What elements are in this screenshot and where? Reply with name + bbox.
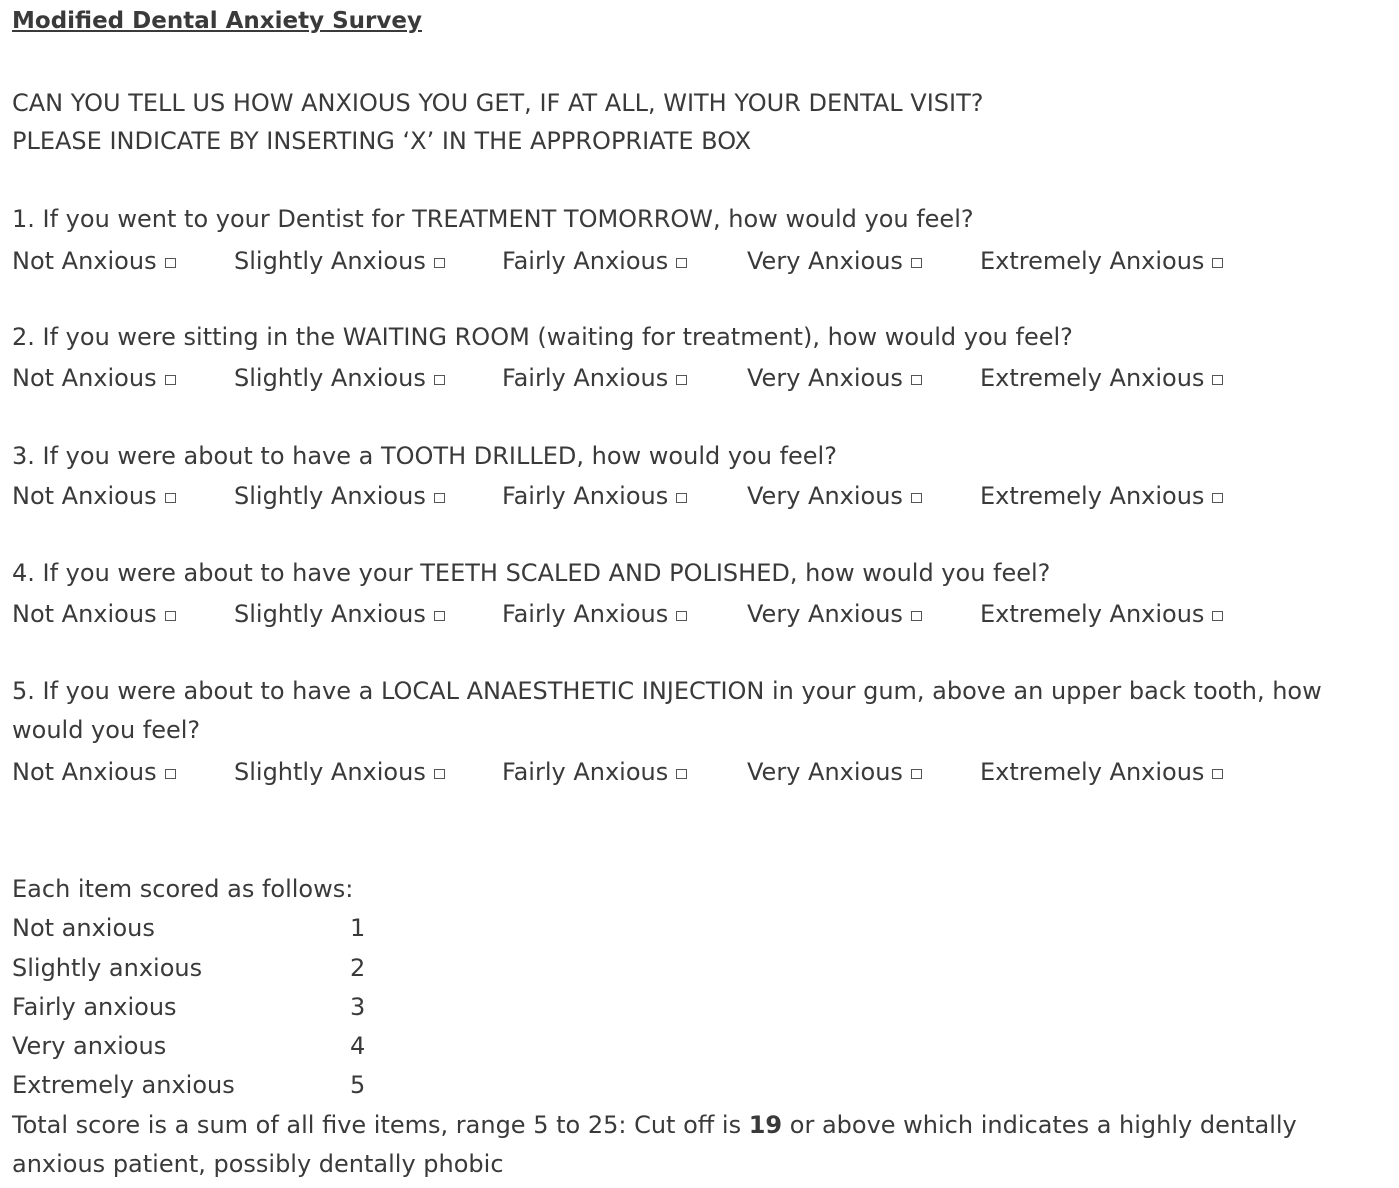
option-label: Very Anxious (747, 758, 903, 786)
checkbox-icon[interactable] (911, 375, 922, 385)
option-label: Extremely Anxious (980, 364, 1205, 392)
option-label: Very Anxious (747, 364, 903, 392)
score-row (12, 953, 432, 983)
score-value: 4 (350, 1032, 366, 1060)
q2-option-fairly-anxious[interactable] (502, 363, 687, 393)
checkbox-icon[interactable] (165, 611, 176, 621)
total-text-before: Total score is a sum of all five items, range 5 to 25: Cut off is (12, 1111, 749, 1139)
question-3: 3. If you were about to have a TOOTH DRILLED, how would you feel? (12, 442, 837, 470)
survey-title: Modified Dental Anxiety Survey (12, 8, 422, 34)
q4-option-extremely-anxious[interactable] (980, 599, 1223, 629)
checkbox-icon[interactable] (434, 769, 445, 779)
score-row (12, 992, 432, 1022)
q4-option-not-anxious[interactable] (12, 599, 176, 629)
option-label: Not Anxious (12, 247, 157, 275)
q1-option-slightly-anxious[interactable] (234, 246, 445, 276)
checkbox-icon[interactable] (434, 375, 445, 385)
score-value: 2 (350, 954, 366, 982)
checkbox-icon[interactable] (676, 769, 687, 779)
question-5-options (12, 757, 1392, 787)
score-label: Not anxious (12, 914, 155, 942)
checkbox-icon[interactable] (911, 258, 922, 268)
option-label: Extremely Anxious (980, 247, 1205, 275)
question-3-options (12, 481, 1392, 511)
checkbox-icon[interactable] (434, 611, 445, 621)
option-label: Slightly Anxious (234, 482, 426, 510)
option-label: Slightly Anxious (234, 364, 426, 392)
score-row (12, 913, 432, 943)
score-label: Fairly anxious (12, 993, 177, 1021)
q3-option-fairly-anxious[interactable] (502, 481, 687, 511)
checkbox-icon[interactable] (676, 611, 687, 621)
q3-option-extremely-anxious[interactable] (980, 481, 1223, 511)
q3-option-slightly-anxious[interactable] (234, 481, 445, 511)
question-1: 1. If you went to your Dentist for TREATMENT TOMORROW, how would you feel? (12, 205, 974, 233)
option-label: Fairly Anxious (502, 758, 669, 786)
q1-option-very-anxious[interactable] (747, 246, 922, 276)
option-label: Slightly Anxious (234, 600, 426, 628)
checkbox-icon[interactable] (165, 375, 176, 385)
option-label: Extremely Anxious (980, 482, 1205, 510)
checkbox-icon[interactable] (1212, 258, 1223, 268)
q5-option-slightly-anxious[interactable] (234, 757, 445, 787)
question-5: 5. If you were about to have a LOCAL ANAESTHETIC INJECTION in your gum, above an upper back tooth, how would you feel? (12, 677, 1322, 744)
option-label: Extremely Anxious (980, 600, 1205, 628)
checkbox-icon[interactable] (676, 493, 687, 503)
score-label: Extremely anxious (12, 1071, 235, 1099)
q3-option-very-anxious[interactable] (747, 481, 922, 511)
option-label: Slightly Anxious (234, 247, 426, 275)
score-row (12, 1031, 432, 1061)
checkbox-icon[interactable] (165, 769, 176, 779)
question-2: 2. If you were sitting in the WAITING ROOM (waiting for treatment), how would you feel? (12, 323, 1073, 351)
total-text-after: or above which indicates a highly dentally anxious patient, possibly dentally phobic (12, 1111, 1297, 1178)
score-label: Slightly anxious (12, 954, 203, 982)
total-score-note (12, 1106, 1397, 1184)
q2-option-very-anxious[interactable] (747, 363, 922, 393)
option-label: Fairly Anxious (502, 364, 669, 392)
q4-option-slightly-anxious[interactable] (234, 599, 445, 629)
option-label: Not Anxious (12, 364, 157, 392)
option-label: Not Anxious (12, 600, 157, 628)
checkbox-icon[interactable] (676, 258, 687, 268)
question-2-options (12, 363, 1392, 393)
q1-option-extremely-anxious[interactable] (980, 246, 1223, 276)
q2-option-slightly-anxious[interactable] (234, 363, 445, 393)
score-row (12, 1070, 432, 1100)
checkbox-icon[interactable] (1212, 611, 1223, 621)
cutoff-value: 19 (748, 1111, 783, 1139)
q5-option-fairly-anxious[interactable] (502, 757, 687, 787)
checkbox-icon[interactable] (165, 493, 176, 503)
q5-option-not-anxious[interactable] (12, 757, 176, 787)
question-4: 4. If you were about to have your TEETH SCALED AND POLISHED, how would you feel? (12, 559, 1051, 587)
option-label: Extremely Anxious (980, 758, 1205, 786)
instruction-line-2: PLEASE INDICATE BY INSERTING ‘X’ IN THE APPROPRIATE BOX (12, 127, 752, 155)
option-label: Very Anxious (747, 247, 903, 275)
q1-option-not-anxious[interactable] (12, 246, 176, 276)
checkbox-icon[interactable] (165, 258, 176, 268)
question-4-options (12, 599, 1392, 629)
checkbox-icon[interactable] (676, 375, 687, 385)
instruction-line-1: CAN YOU TELL US HOW ANXIOUS YOU GET, IF AT ALL, WITH YOUR DENTAL VISIT? (12, 89, 984, 117)
checkbox-icon[interactable] (911, 611, 922, 621)
option-label: Fairly Anxious (502, 247, 669, 275)
q2-option-extremely-anxious[interactable] (980, 363, 1223, 393)
q1-option-fairly-anxious[interactable] (502, 246, 687, 276)
scoring-heading: Each item scored as follows: (12, 875, 354, 903)
q5-option-extremely-anxious[interactable] (980, 757, 1223, 787)
q2-option-not-anxious[interactable] (12, 363, 176, 393)
score-label: Very anxious (12, 1032, 167, 1060)
question-1-options (12, 246, 1392, 276)
q4-option-fairly-anxious[interactable] (502, 599, 687, 629)
option-label: Very Anxious (747, 482, 903, 510)
q4-option-very-anxious[interactable] (747, 599, 922, 629)
q3-option-not-anxious[interactable] (12, 481, 176, 511)
score-value: 5 (350, 1071, 366, 1099)
option-label: Fairly Anxious (502, 600, 669, 628)
q5-option-very-anxious[interactable] (747, 757, 922, 787)
option-label: Fairly Anxious (502, 482, 669, 510)
option-label: Not Anxious (12, 758, 157, 786)
checkbox-icon[interactable] (1212, 493, 1223, 503)
checkbox-icon[interactable] (434, 258, 445, 268)
option-label: Very Anxious (747, 600, 903, 628)
checkbox-icon[interactable] (1212, 375, 1223, 385)
checkbox-icon[interactable] (911, 769, 922, 779)
checkbox-icon[interactable] (1212, 769, 1223, 779)
option-label: Not Anxious (12, 482, 157, 510)
score-value: 1 (350, 914, 366, 942)
checkbox-icon[interactable] (911, 493, 922, 503)
option-label: Slightly Anxious (234, 758, 426, 786)
checkbox-icon[interactable] (434, 493, 445, 503)
score-value: 3 (350, 993, 366, 1021)
